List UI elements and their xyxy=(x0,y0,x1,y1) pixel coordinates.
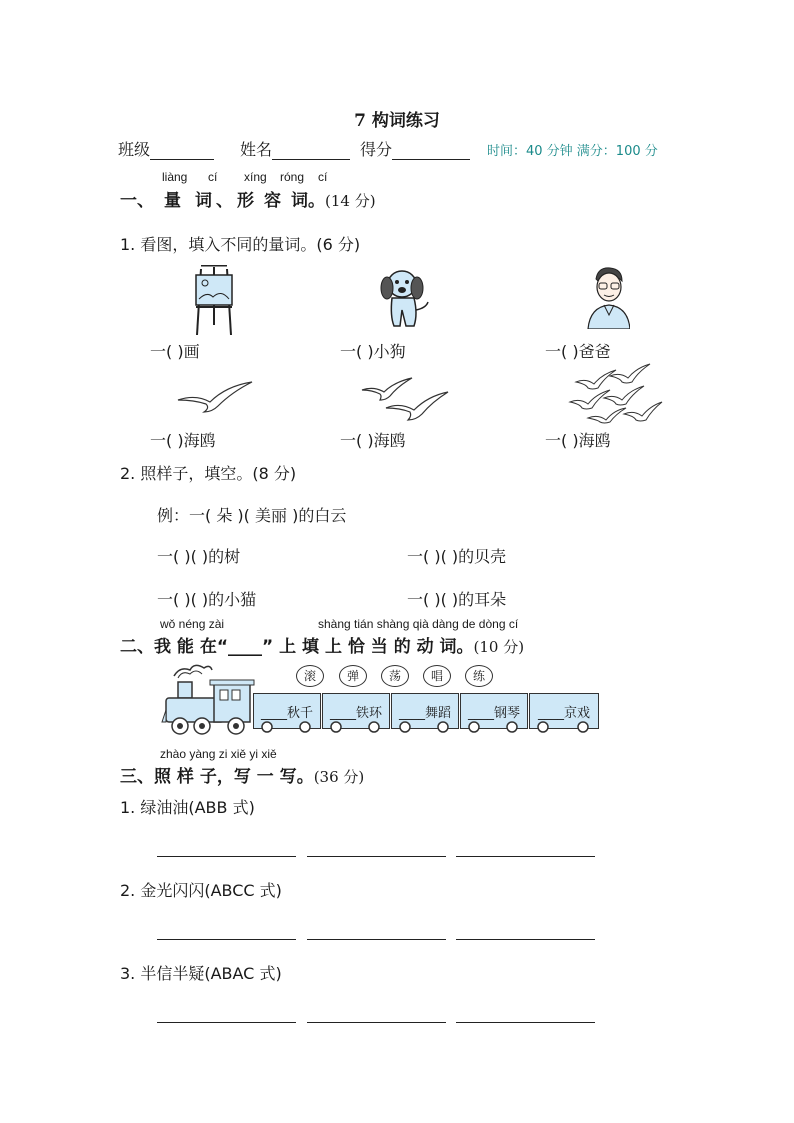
section-3-pinyin: zhào yàng zi xiě yi xiě xyxy=(160,747,277,761)
train-car-1[interactable]: ____秋千 xyxy=(253,693,321,729)
answer-line[interactable] xyxy=(157,856,296,857)
father-image xyxy=(586,265,630,329)
fill-father[interactable]: 一( )爸爸 xyxy=(545,342,611,361)
answer-line[interactable] xyxy=(456,1022,595,1023)
section-1-heading: 一、 量 词 、 形 容 词。(14 分) xyxy=(120,191,376,211)
easel-painting-image xyxy=(193,265,235,337)
train-car-5[interactable]: ____京戏 xyxy=(529,693,599,729)
word-gun[interactable]: 滚 xyxy=(296,665,324,687)
item-abcc: 2. 金光闪闪(ABCC 式) xyxy=(120,881,282,900)
word-chang[interactable]: 唱 xyxy=(423,665,451,687)
example-line: 例：一( 朵 )( 美丽 )的白云 xyxy=(157,506,347,525)
fill-seagull-3[interactable]: 一( )海鸥 xyxy=(545,431,611,450)
name-field[interactable]: 姓名 xyxy=(240,137,350,160)
section-3-heading: 三、照 样 子，写 一 写。(36 分) xyxy=(120,767,365,787)
pinyin-liang: liàng xyxy=(162,170,188,184)
answer-line[interactable] xyxy=(456,856,595,857)
flock-of-seagulls-image xyxy=(568,362,664,424)
pinyin-ci: cí xyxy=(208,170,218,184)
pinyin-xing: xíng xyxy=(244,170,267,184)
train-engine xyxy=(160,660,256,736)
word-lian[interactable]: 练 xyxy=(465,665,493,687)
item-abb: 1. 绿油油(ABB 式) xyxy=(120,798,255,817)
fill-painting[interactable]: 一( )画 xyxy=(150,342,200,361)
class-field[interactable]: 班级 xyxy=(118,137,214,160)
fill-shell[interactable]: 一( )( )的贝壳 xyxy=(407,547,507,566)
fill-seagull-1[interactable]: 一( )海鸥 xyxy=(150,431,216,450)
fill-tree[interactable]: 一( )( )的树 xyxy=(157,547,241,566)
time-info: 时间：40 分钟 满分：100 分 xyxy=(487,144,658,159)
two-seagulls-image xyxy=(360,376,452,422)
section-2-heading: 二、我 能 在“____” 上 填 上 恰 当 的 动 词。(10 分) xyxy=(120,637,525,657)
answer-line[interactable] xyxy=(307,1022,446,1023)
pinyin-rong: róng xyxy=(280,170,305,184)
question-1: 1. 看图，填入不同的量词。(6 分) xyxy=(120,235,361,254)
word-dang[interactable]: 荡 xyxy=(381,665,409,687)
train-car-2[interactable]: ____铁环 xyxy=(322,693,390,729)
answer-line[interactable] xyxy=(307,939,446,940)
puppy-image xyxy=(376,266,432,330)
section-2-pinyin-left: wǒ néng zài xyxy=(160,617,225,631)
item-abac: 3. 半信半疑(ABAC 式) xyxy=(120,964,282,983)
fill-puppy[interactable]: 一( )小狗 xyxy=(340,342,406,361)
fill-ears[interactable]: 一( )( )的耳朵 xyxy=(407,590,507,609)
one-seagull-image xyxy=(176,378,256,418)
question-2: 2. 照样子，填空。(8 分) xyxy=(120,464,297,483)
word-tan[interactable]: 弹 xyxy=(339,665,367,687)
page-title: 7 构词练习 xyxy=(354,111,440,131)
fill-kitten[interactable]: 一( )( )的小猫 xyxy=(157,590,257,609)
pinyin-ci-2: cí xyxy=(318,170,328,184)
answer-line[interactable] xyxy=(157,939,296,940)
train-car-3[interactable]: ____舞蹈 xyxy=(391,693,459,729)
score-field[interactable]: 得分 xyxy=(360,137,470,160)
train-wheels xyxy=(253,719,599,735)
answer-line[interactable] xyxy=(307,856,446,857)
fill-seagull-2[interactable]: 一( )海鸥 xyxy=(340,431,406,450)
answer-line[interactable] xyxy=(157,1022,296,1023)
answer-line[interactable] xyxy=(456,939,595,940)
section-2-pinyin-right: shàng tián shàng qià dàng de dòng cí xyxy=(318,617,519,631)
train-car-4[interactable]: ____钢琴 xyxy=(460,693,528,729)
